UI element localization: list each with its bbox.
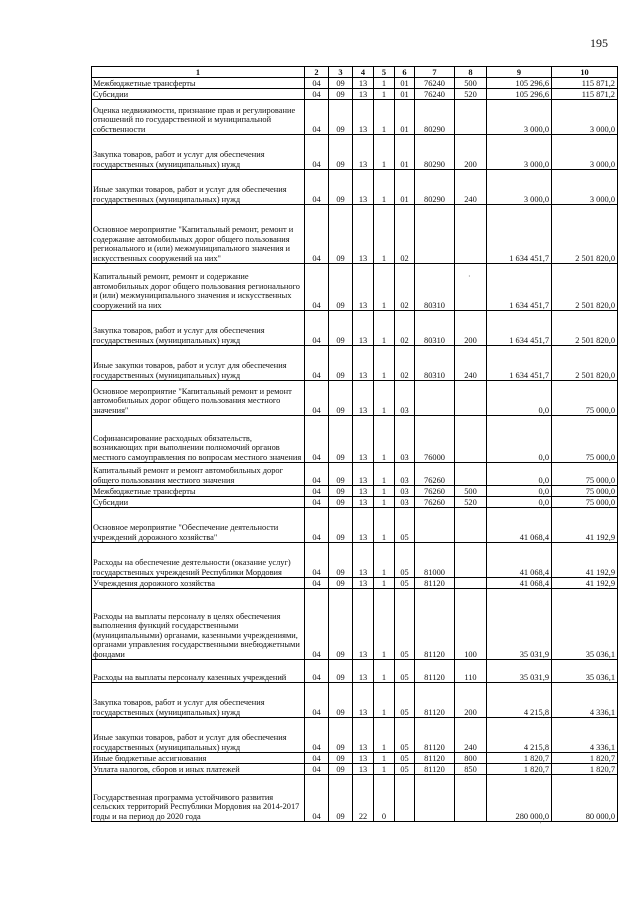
row-c9-cell: 1 634 451,7 <box>487 205 552 264</box>
row-c3-cell: 09 <box>329 381 353 416</box>
row-name-cell: Закупка товаров, работ и услуг для обеспечения государственных (муниципальных) нужд <box>92 683 305 718</box>
row-c6-cell: 03 <box>395 497 415 508</box>
row-c9-cell: 41 068,4 <box>487 508 552 543</box>
row-c4-cell: 13 <box>353 170 374 205</box>
row-c8-cell <box>455 578 487 589</box>
header-cell: 9 <box>487 67 552 78</box>
row-name-cell: Субсидии <box>92 497 305 508</box>
row-c9-cell: 1 634 451,7 <box>487 346 552 381</box>
row-c2-cell: 04 <box>305 78 329 89</box>
row-c10-cell: 4 336,1 <box>552 718 618 753</box>
row-c9-cell: 4 215,8 <box>487 683 552 718</box>
row-name-cell: Иные закупки товаров, работ и услуг для обеспечения государственных (муниципальных) нужд <box>92 170 305 205</box>
row-c9-cell: 0,0 <box>487 416 552 463</box>
row-c5-cell: 1 <box>374 764 395 775</box>
row-c7-cell: 81120 <box>415 753 455 764</box>
row-c4-cell: 13 <box>353 78 374 89</box>
row-c9-cell: 3 000,0 <box>487 135 552 170</box>
table-row <box>92 416 618 463</box>
row-c8-cell: 100 <box>455 589 487 660</box>
table-row <box>92 753 618 764</box>
row-c5-cell: 1 <box>374 311 395 346</box>
row-c5-cell: 1 <box>374 753 395 764</box>
row-c3-cell: 09 <box>329 205 353 264</box>
row-c4-cell: 13 <box>353 311 374 346</box>
row-c4-cell: 13 <box>353 497 374 508</box>
row-c6-cell: 01 <box>395 89 415 100</box>
row-c3-cell: 09 <box>329 764 353 775</box>
row-name-cell: Государственная программа устойчивого развития сельских территорий Республики Мордовия на 2014-2017 годы и на период до 2020 года <box>92 775 305 822</box>
row-c5-cell: 1 <box>374 463 395 486</box>
row-c3-cell: 09 <box>329 578 353 589</box>
table-row <box>92 135 618 170</box>
row-c3-cell: 09 <box>329 753 353 764</box>
table-row <box>92 775 618 822</box>
row-c4-cell: 13 <box>353 135 374 170</box>
table-row <box>92 683 618 718</box>
row-c6-cell: 02 <box>395 346 415 381</box>
row-c10-cell: 115 871,2 <box>552 78 618 89</box>
row-c9-cell: 41 068,4 <box>487 543 552 578</box>
row-c7-cell <box>415 775 455 822</box>
row-c2-cell: 04 <box>305 381 329 416</box>
row-c10-cell: 2 501 820,0 <box>552 311 618 346</box>
row-c3-cell: 09 <box>329 463 353 486</box>
row-c3-cell: 09 <box>329 416 353 463</box>
table-row <box>92 508 618 543</box>
row-c2-cell: 04 <box>305 683 329 718</box>
row-c2-cell: 04 <box>305 718 329 753</box>
row-c10-cell: 35 036,1 <box>552 660 618 683</box>
row-c7-cell: 80310 <box>415 264 455 311</box>
row-c7-cell: 81120 <box>415 660 455 683</box>
row-c7-cell <box>415 508 455 543</box>
row-c2-cell: 04 <box>305 775 329 822</box>
row-c8-cell: 520 <box>455 497 487 508</box>
header-cell: 6 <box>395 67 415 78</box>
header-cell: 5 <box>374 67 395 78</box>
header-cell: 8 <box>455 67 487 78</box>
row-c7-cell: 80290 <box>415 170 455 205</box>
row-name-cell: Софинансирование расходных обязательств, возникающих при выполнении полномочий органов местного самоуправления по вопросам местного значения <box>92 416 305 463</box>
row-c4-cell: 13 <box>353 753 374 764</box>
row-c2-cell: 04 <box>305 589 329 660</box>
row-c2-cell: 04 <box>305 578 329 589</box>
row-c5-cell: 1 <box>374 89 395 100</box>
row-c4-cell: 13 <box>353 205 374 264</box>
row-c7-cell: 80310 <box>415 311 455 346</box>
header-cell: 2 <box>305 67 329 78</box>
row-c4-cell: 13 <box>353 100 374 135</box>
row-c8-cell <box>455 508 487 543</box>
row-c3-cell: 09 <box>329 346 353 381</box>
row-c5-cell: 0 <box>374 775 395 822</box>
row-name-cell: Капитальный ремонт, ремонт и содержание автомобильных дорог общего пользования регионального и (или) межмуниципального значения и искусственных сооружений на них <box>92 264 305 311</box>
row-c3-cell: 09 <box>329 78 353 89</box>
row-c2-cell: 04 <box>305 100 329 135</box>
row-c4-cell: 13 <box>353 89 374 100</box>
row-name-cell: Субсидии <box>92 89 305 100</box>
row-c3-cell: 09 <box>329 775 353 822</box>
row-c3-cell: 09 <box>329 660 353 683</box>
row-name-cell: Иные закупки товаров, работ и услуг для обеспечения государственных (муниципальных) нужд <box>92 346 305 381</box>
row-c4-cell: 22 <box>353 775 374 822</box>
row-c9-cell: 1 820,7 <box>487 753 552 764</box>
row-c9-cell: 0,0 <box>487 486 552 497</box>
table-row <box>92 89 618 100</box>
row-c7-cell <box>415 205 455 264</box>
row-c6-cell: 05 <box>395 589 415 660</box>
table-row <box>92 78 618 89</box>
row-name-cell: Расходы на обеспечение деятельности (оказание услуг) государственных учреждений Республики Мордовия <box>92 543 305 578</box>
row-c6-cell <box>395 775 415 822</box>
row-c6-cell: 03 <box>395 381 415 416</box>
row-c10-cell: 75 000,0 <box>552 463 618 486</box>
row-c4-cell: 13 <box>353 683 374 718</box>
row-c4-cell: 13 <box>353 589 374 660</box>
row-c2-cell: 04 <box>305 205 329 264</box>
row-c3-cell: 09 <box>329 497 353 508</box>
row-c2-cell: 04 <box>305 753 329 764</box>
row-c2-cell: 04 <box>305 311 329 346</box>
row-c4-cell: 13 <box>353 264 374 311</box>
row-c6-cell: 05 <box>395 543 415 578</box>
row-c5-cell: 1 <box>374 135 395 170</box>
row-c10-cell: 75 000,0 <box>552 486 618 497</box>
row-c2-cell: 04 <box>305 170 329 205</box>
row-c8-cell: 240 <box>455 718 487 753</box>
table-row <box>92 718 618 753</box>
header-cell: 3 <box>329 67 353 78</box>
row-c7-cell: 81120 <box>415 718 455 753</box>
row-c6-cell: 01 <box>395 100 415 135</box>
row-c3-cell: 09 <box>329 543 353 578</box>
row-c8-cell <box>455 205 487 264</box>
row-c8-cell <box>455 416 487 463</box>
row-c9-cell: 105 296,6 <box>487 89 552 100</box>
row-c9-cell: 0,0 <box>487 463 552 486</box>
row-c8-cell: 110 <box>455 660 487 683</box>
row-c2-cell: 04 <box>305 264 329 311</box>
row-c4-cell: 13 <box>353 764 374 775</box>
row-c7-cell: 81120 <box>415 683 455 718</box>
row-c5-cell: 1 <box>374 170 395 205</box>
row-c5-cell: 1 <box>374 416 395 463</box>
row-c5-cell: 1 <box>374 346 395 381</box>
row-c9-cell: 1 634 451,7 <box>487 264 552 311</box>
row-c8-cell: 500 <box>455 486 487 497</box>
budget-table <box>91 66 618 822</box>
scan-mark: · <box>468 272 471 281</box>
table-row <box>92 264 618 311</box>
row-c8-cell <box>455 100 487 135</box>
row-c3-cell: 09 <box>329 89 353 100</box>
row-c5-cell: 1 <box>374 589 395 660</box>
row-c10-cell: 2 501 820,0 <box>552 264 618 311</box>
row-c3-cell: 09 <box>329 683 353 718</box>
header-cell: 10 <box>552 67 618 78</box>
row-name-cell: Основное мероприятие "Обеспечение деятельности учреждений дорожного хозяйства" <box>92 508 305 543</box>
row-c4-cell: 13 <box>353 381 374 416</box>
row-c9-cell: 41 068,4 <box>487 578 552 589</box>
row-c8-cell: 800 <box>455 753 487 764</box>
row-c5-cell: 1 <box>374 508 395 543</box>
row-name-cell: Уплата налогов, сборов и иных платежей <box>92 764 305 775</box>
row-c8-cell: 200 <box>455 683 487 718</box>
row-c3-cell: 09 <box>329 589 353 660</box>
row-c8-cell <box>455 381 487 416</box>
row-name-cell: Капитальный ремонт и ремонт автомобильных дорог общего пользования местного значения <box>92 463 305 486</box>
table-row <box>92 100 618 135</box>
row-c10-cell: 2 501 820,0 <box>552 346 618 381</box>
row-c10-cell: 1 820,7 <box>552 764 618 775</box>
row-c3-cell: 09 <box>329 311 353 346</box>
row-c2-cell: 04 <box>305 497 329 508</box>
table-row <box>92 311 618 346</box>
row-c6-cell: 01 <box>395 78 415 89</box>
row-c5-cell: 1 <box>374 660 395 683</box>
row-c9-cell: 280 000,0 <box>487 775 552 822</box>
row-c5-cell: 1 <box>374 486 395 497</box>
row-c6-cell: 03 <box>395 416 415 463</box>
row-c7-cell: 81000 <box>415 543 455 578</box>
row-c3-cell: 09 <box>329 135 353 170</box>
row-c8-cell: 240 <box>455 346 487 381</box>
row-name-cell: Основное мероприятие "Капитальный ремонт и ремонт автомобильных дорог общего пользования местного значения" <box>92 381 305 416</box>
row-name-cell: Иные закупки товаров, работ и услуг для обеспечения государственных (муниципальных) нужд <box>92 718 305 753</box>
row-c4-cell: 13 <box>353 346 374 381</box>
row-c3-cell: 09 <box>329 486 353 497</box>
row-c4-cell: 13 <box>353 660 374 683</box>
row-c8-cell <box>455 543 487 578</box>
row-c5-cell: 1 <box>374 264 395 311</box>
row-c7-cell: 81120 <box>415 578 455 589</box>
row-c8-cell: 240 <box>455 170 487 205</box>
row-c2-cell: 04 <box>305 764 329 775</box>
row-c10-cell: 4 336,1 <box>552 683 618 718</box>
row-c3-cell: 09 <box>329 100 353 135</box>
row-c6-cell: 05 <box>395 508 415 543</box>
scan-mark: ' <box>540 820 542 829</box>
row-c6-cell: 05 <box>395 753 415 764</box>
header-cell: 4 <box>353 67 374 78</box>
row-c6-cell: 01 <box>395 170 415 205</box>
row-c8-cell: 520 <box>455 89 487 100</box>
row-c2-cell: 04 <box>305 486 329 497</box>
row-c5-cell: 1 <box>374 100 395 135</box>
row-c6-cell: 05 <box>395 683 415 718</box>
table-row <box>92 578 618 589</box>
table-row <box>92 205 618 264</box>
row-c9-cell: 105 296,6 <box>487 78 552 89</box>
table-row <box>92 486 618 497</box>
row-c4-cell: 13 <box>353 718 374 753</box>
row-c5-cell: 1 <box>374 205 395 264</box>
row-c10-cell: 75 000,0 <box>552 416 618 463</box>
row-c10-cell: 35 036,1 <box>552 589 618 660</box>
row-name-cell: Расходы на выплаты персоналу казенных учреждений <box>92 660 305 683</box>
table-row <box>92 764 618 775</box>
header-cell: 1 <box>92 67 305 78</box>
row-c6-cell: 03 <box>395 486 415 497</box>
row-c7-cell: 76260 <box>415 486 455 497</box>
row-c10-cell: 115 871,2 <box>552 89 618 100</box>
row-c6-cell: 05 <box>395 660 415 683</box>
row-c10-cell: 75 000,0 <box>552 381 618 416</box>
row-c10-cell: 3 000,0 <box>552 170 618 205</box>
row-name-cell: Учреждения дорожного хозяйства <box>92 578 305 589</box>
row-c9-cell: 3 000,0 <box>487 170 552 205</box>
row-c10-cell: 3 000,0 <box>552 100 618 135</box>
table-row <box>92 543 618 578</box>
row-c2-cell: 04 <box>305 416 329 463</box>
row-c7-cell: 76260 <box>415 497 455 508</box>
row-c8-cell: 500 <box>455 78 487 89</box>
table-row <box>92 170 618 205</box>
row-c6-cell: 05 <box>395 718 415 753</box>
row-c7-cell: 76000 <box>415 416 455 463</box>
row-c2-cell: 04 <box>305 543 329 578</box>
row-c3-cell: 09 <box>329 170 353 205</box>
row-c7-cell: 80290 <box>415 100 455 135</box>
row-c9-cell: 3 000,0 <box>487 100 552 135</box>
row-c7-cell: 80310 <box>415 346 455 381</box>
row-c4-cell: 13 <box>353 463 374 486</box>
table-row <box>92 381 618 416</box>
row-c10-cell: 2 501 820,0 <box>552 205 618 264</box>
row-c6-cell: 01 <box>395 135 415 170</box>
row-c7-cell: 80290 <box>415 135 455 170</box>
table-row <box>92 497 618 508</box>
row-c9-cell: 35 031,9 <box>487 660 552 683</box>
row-c8-cell: 850 <box>455 764 487 775</box>
table-row <box>92 589 618 660</box>
row-c9-cell: 1 634 451,7 <box>487 311 552 346</box>
row-name-cell: Иные бюджетные ассигнования <box>92 753 305 764</box>
row-c2-cell: 04 <box>305 346 329 381</box>
row-c4-cell: 13 <box>353 578 374 589</box>
row-c7-cell: 76240 <box>415 89 455 100</box>
row-c4-cell: 13 <box>353 508 374 543</box>
row-name-cell: Оценка недвижимости, признание прав и регулирование отношений по государственной и муниципальной собственности <box>92 100 305 135</box>
row-c6-cell: 03 <box>395 463 415 486</box>
row-c5-cell: 1 <box>374 78 395 89</box>
row-c10-cell: 75 000,0 <box>552 497 618 508</box>
row-c7-cell: 76240 <box>415 78 455 89</box>
row-c2-cell: 04 <box>305 660 329 683</box>
row-name-cell: Расходы на выплаты персоналу в целях обеспечения выполнения функций государственными (муниципальными) органами, казенными учреждениями, органами управления государственными внебюджетными фондами <box>92 589 305 660</box>
row-c7-cell: 76260 <box>415 463 455 486</box>
header-cell: 7 <box>415 67 455 78</box>
row-c8-cell: 200 <box>455 135 487 170</box>
row-name-cell: Основное мероприятие "Капитальный ремонт, ремонт и содержание автомобильных дорог общего пользования регионального и (или) межмуниципального значения и искусственных сооружений на них" <box>92 205 305 264</box>
row-c6-cell: 05 <box>395 764 415 775</box>
row-name-cell: Межбюджетные трансферты <box>92 486 305 497</box>
row-c10-cell: 1 820,7 <box>552 753 618 764</box>
row-c5-cell: 1 <box>374 381 395 416</box>
row-c3-cell: 09 <box>329 508 353 543</box>
row-c9-cell: 35 031,9 <box>487 589 552 660</box>
row-c5-cell: 1 <box>374 683 395 718</box>
row-c10-cell: 80 000,0 <box>552 775 618 822</box>
row-c5-cell: 1 <box>374 578 395 589</box>
row-c4-cell: 13 <box>353 486 374 497</box>
row-c9-cell: 1 820,7 <box>487 764 552 775</box>
table-header-row <box>92 67 618 78</box>
row-c3-cell: 09 <box>329 718 353 753</box>
row-c7-cell <box>415 381 455 416</box>
row-name-cell: Закупка товаров, работ и услуг для обеспечения государственных (муниципальных) нужд <box>92 135 305 170</box>
row-c2-cell: 04 <box>305 508 329 543</box>
row-c10-cell: 41 192,9 <box>552 543 618 578</box>
page-number: 195 <box>590 36 608 50</box>
row-c9-cell: 0,0 <box>487 497 552 508</box>
row-c10-cell: 41 192,9 <box>552 508 618 543</box>
row-name-cell: Межбюджетные трансферты <box>92 78 305 89</box>
row-c8-cell: 200 <box>455 311 487 346</box>
row-c6-cell: 02 <box>395 205 415 264</box>
row-c10-cell: 3 000,0 <box>552 135 618 170</box>
row-c10-cell: 41 192,9 <box>552 578 618 589</box>
row-c9-cell: 4 215,8 <box>487 718 552 753</box>
row-c3-cell: 09 <box>329 264 353 311</box>
row-name-cell: Закупка товаров, работ и услуг для обеспечения государственных (муниципальных) нужд <box>92 311 305 346</box>
table-row <box>92 660 618 683</box>
table-row <box>92 346 618 381</box>
row-c5-cell: 1 <box>374 718 395 753</box>
row-c8-cell <box>455 264 487 311</box>
row-c4-cell: 13 <box>353 416 374 463</box>
row-c2-cell: 04 <box>305 135 329 170</box>
row-c6-cell: 02 <box>395 264 415 311</box>
row-c7-cell: 81120 <box>415 764 455 775</box>
table-row <box>92 463 618 486</box>
row-c6-cell: 05 <box>395 578 415 589</box>
row-c8-cell <box>455 463 487 486</box>
row-c2-cell: 04 <box>305 463 329 486</box>
row-c9-cell: 0,0 <box>487 381 552 416</box>
row-c4-cell: 13 <box>353 543 374 578</box>
row-c8-cell <box>455 775 487 822</box>
row-c2-cell: 04 <box>305 89 329 100</box>
row-c6-cell: 02 <box>395 311 415 346</box>
row-c5-cell: 1 <box>374 543 395 578</box>
row-c7-cell: 81120 <box>415 589 455 660</box>
row-c5-cell: 1 <box>374 497 395 508</box>
